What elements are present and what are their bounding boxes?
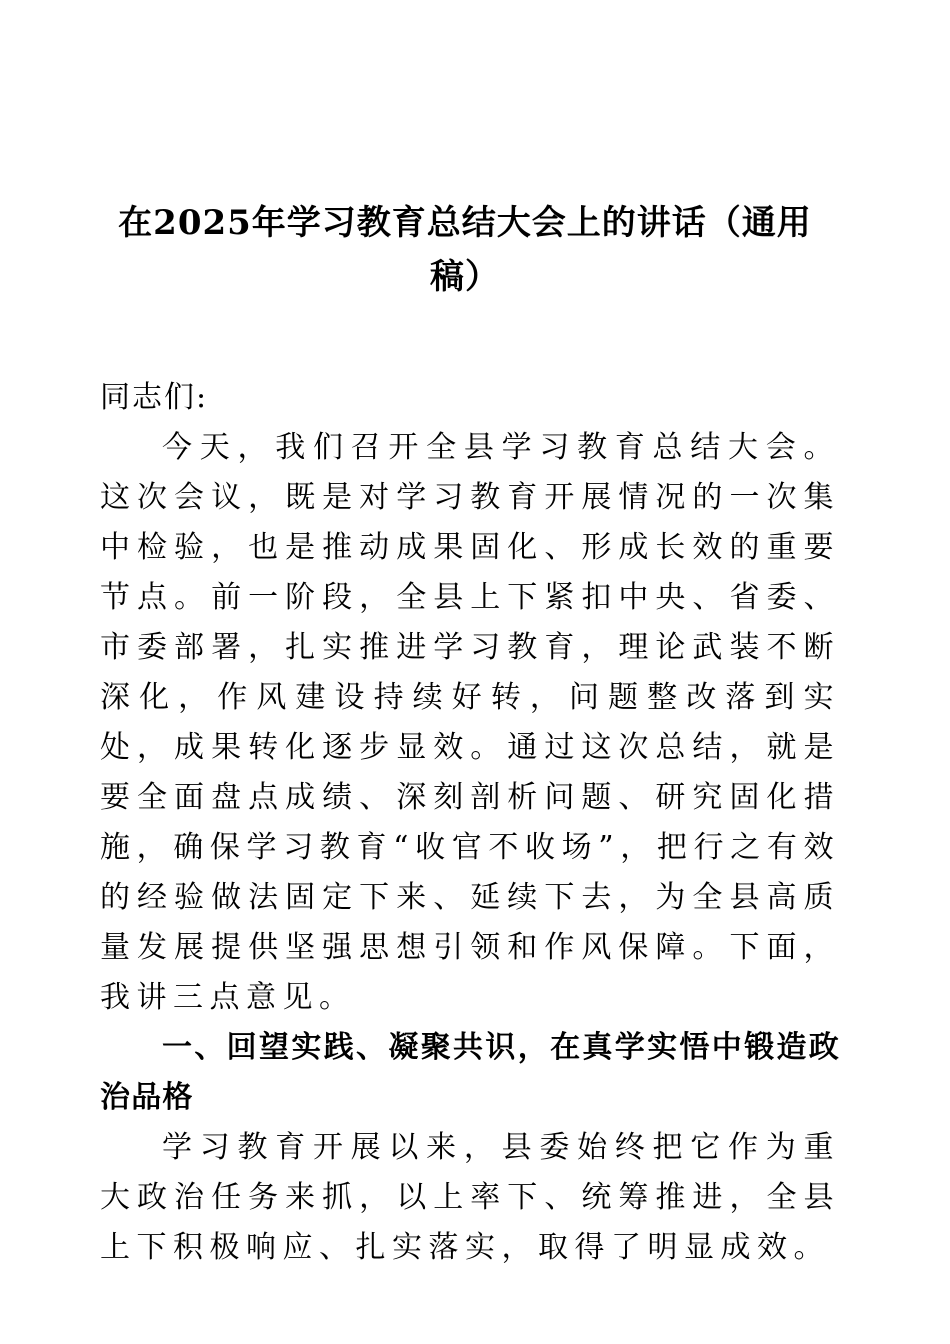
document-body: [100, 373, 840, 1273]
intro-paragraph: 今天，我们召开全县学习教育总结大会。这次会议，既是对学习教育开展情况的一次集中检验，也是推动成果固化、形成长效的重要节点。前一阶段，全县上下紧扣中央、省委、市委部署，扎实推进学习教育，理论武装不断深化，作风建设持续好转，问题整改落到实处，成果转化逐步显效。通过这次总结，就是要全面盘点成绩、深刻剖析问题、研究固化措施，确保学习教育“收官不收场”，把行之有效的经验做法固定下来、延续下去，为全县高质量发展提供坚强思想引领和作风保障。下面，我讲三点意见。: [100, 430, 840, 1015]
salutation: 同志们:: [100, 380, 209, 415]
document-title: 在2025年学习教育总结大会上的讲话（通用稿）: [118, 203, 812, 297]
section-1-paragraph: 学习教育开展以来，县委始终把它作为重大政治任务来抓，以上率下、统筹推进，全县上下积极响应、扎实落实，取得了明显成效。: [100, 1130, 840, 1265]
section-heading-1: 一、回望实践、凝聚共识，在真学实悟中锻造政治品格: [100, 1030, 840, 1115]
